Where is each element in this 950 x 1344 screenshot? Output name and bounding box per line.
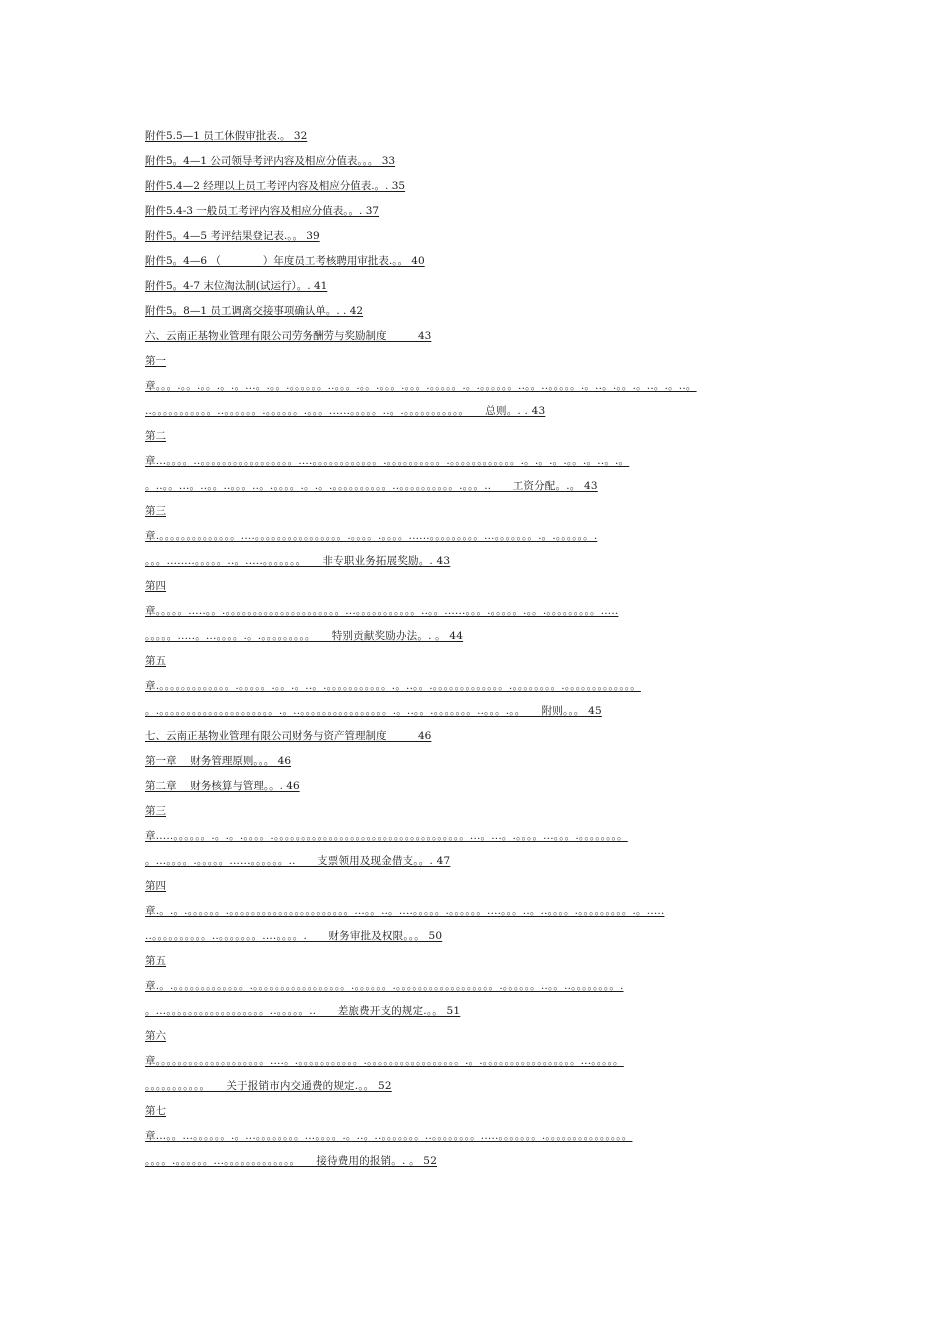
toc-chapter-number [145, 1024, 805, 1049]
toc-link[interactable]: 章.....。。。。。。.。.。.。。。。.。。。。。。。。。。。。。。。。。。。。。。。。。。。。。。。。。。。...。...。.。。。。...。。。.。。。。。。。。 [145, 830, 628, 842]
toc-leader-line [145, 1074, 805, 1099]
toc-chapter-number [145, 574, 805, 599]
toc-link[interactable]: 七、云南正基物业管理有限公司财务与资产管理制度 46 [145, 730, 432, 742]
toc-leader-line [145, 924, 805, 949]
toc-link[interactable]: 章.。.。。。。。。。。。。。。。.。。。。。。。。。。。。。。。。。.。。。。。。.。。。。。。。。。。。。。。。。。。.。。。。。。..。。..。。。。。。。。. [145, 980, 624, 992]
toc-leader-line [145, 399, 805, 424]
toc-link[interactable]: 第二 [145, 430, 166, 442]
toc-leader-line [145, 624, 805, 649]
toc-leader-line [145, 1149, 805, 1174]
toc-entry [145, 224, 805, 249]
toc-link[interactable]: 。..。。...。..。。..。。。..。.。。。。.。.。.。。。。。。。。。。..。。。。。。。。。。.。。。.. 工资分配。.。 43 [145, 480, 598, 492]
toc-link[interactable]: 第三 [145, 505, 166, 517]
toc-link[interactable]: 附件5。4—5 考评结果登记表.。。 39 [145, 230, 320, 242]
toc-chapter-number [145, 1099, 805, 1124]
toc-chapter-number [145, 649, 805, 674]
toc-entry [145, 299, 805, 324]
toc-entry [145, 249, 805, 274]
toc-section-heading [145, 324, 805, 349]
toc-link[interactable]: 第二章 财务核算与管理。。. 46 [145, 780, 300, 792]
toc-link[interactable]: 附件5.4-3 一般员工考评内容及相应分值表。。. 37 [145, 205, 380, 217]
toc-link[interactable]: 附件5。4—1 公司领导考评内容及相应分值表。。。 33 [145, 155, 396, 167]
toc-link[interactable]: 。...。。。。。。。。。。。。。。。。。。..。。。。。.. 差旅费开支的规定.。。 51 [145, 1005, 461, 1017]
toc-link[interactable]: 章...。。。。..。。。。。。。。。。。。。。。。。....。。。。。。。。。。。。.。。。。。。。。。。.。。。。。。。。。。。。.。.。.。.。。.。..。.。 [145, 455, 630, 467]
toc-link[interactable]: 。。。........。。。。。..。.....。。。。。。。 非专职业务拓展奖励。. 43 [145, 555, 451, 567]
toc-leader-line [145, 849, 805, 874]
toc-link[interactable]: 章。。。。。.....。。.。。。。。。。。。。。。。。。。。。。。。...。。。。。。。。。。。..。。......。。。.。。。。。.。。.。。。。。。。。。..... [145, 605, 619, 617]
toc-chapter-number [145, 799, 805, 824]
toc-entry [145, 124, 805, 149]
toc-link[interactable]: ..。。。。。。。。。。。..。。。。。。.。。。。。。.。。。......。。。。。..。.。。。。。。。。。。。 总则。. . 43 [145, 405, 546, 417]
toc-link[interactable]: 附件5。4—6 （ ）年度员工考核聘用审批表.。。 40 [145, 255, 425, 267]
toc-chapter-number [145, 424, 805, 449]
toc-chapter-number [145, 499, 805, 524]
toc-link[interactable]: 章。。。.。。.。。.。.。...。.。。.。。。。。。..。。。.。。.。。。.。。。.。。。。。.。.。。。。。。..。。..。。。。。.。..。.。。.。..。.。..。 [145, 380, 697, 392]
toc-chapter-number [145, 949, 805, 974]
toc-link[interactable]: 第七 [145, 1105, 166, 1117]
toc-link[interactable]: 第一 [145, 355, 166, 367]
toc-link[interactable]: 。.。。。。。。。。。。。。。。。。。。。。。.。..。。。。。。。。。。。。。。。。.。..。。.。。。。。。。..。。。.。。 附则。。。 45 [145, 705, 602, 717]
toc-link[interactable]: 章.。。。。。。。。。。。。。.。。。。。.。。.。..。.。。。。。。。。。。。.。..。。.。。。。。。。。。。。。。.。。。。。。。。.。。。。。。。。。。。。。 [145, 680, 641, 692]
toc-link[interactable]: 。...。。。。.。。。。。......。。。。。。.. 支票领用及现金借支。。. 47 [145, 855, 451, 867]
toc-link[interactable]: 第五 [145, 955, 166, 967]
toc-leader-line [145, 599, 805, 624]
toc-link[interactable]: 章.。。。。。。。。。。。。。。....。。。。。。。。。。。。。。。。.。。。。.。。。。......。。。。。。。。。...。。。。。。。.。.。。。。。。. [145, 530, 598, 542]
toc-leader-line [145, 474, 805, 499]
toc-leader-line [145, 1049, 805, 1074]
toc-leader-line [145, 374, 805, 399]
toc-link[interactable]: 。。。。。.....。...。。。。.。.。。。。。。。。。 特别贡献奖励办法。. 。 44 [145, 630, 464, 642]
toc-link[interactable]: 第三 [145, 805, 166, 817]
toc-link[interactable]: 附件5.4—2 经理以上员工考评内容及相应分值表.。. 35 [145, 180, 406, 192]
toc-link[interactable]: 章...。。...。。。。。。.。...。。。。。。。。...。。。。.。..。..。。。。。。。..。。。。。。。。.....。。。。。。。.。。。。。。。。。。。。。。。 [145, 1130, 633, 1142]
toc-link[interactable]: 附件5。8—1 员工调离交接事项确认单。. . 42 [145, 305, 364, 317]
toc-link[interactable]: 第一章 财务管理原则。。。 46 [145, 755, 292, 767]
toc-leader-line [145, 974, 805, 999]
toc-section-heading [145, 724, 805, 749]
toc-leader-line [145, 699, 805, 724]
toc-entry [145, 274, 805, 299]
toc-leader-line [145, 449, 805, 474]
toc-link[interactable]: 附件5.5—1 员工休假审批表.。 32 [145, 130, 308, 142]
toc-entry [145, 174, 805, 199]
toc-leader-line [145, 999, 805, 1024]
toc-chapter-number [145, 349, 805, 374]
toc-entry [145, 749, 805, 774]
toc-leader-line [145, 824, 805, 849]
toc-link[interactable]: 第四 [145, 580, 166, 592]
toc-link[interactable]: ..。。。。。。。。。。..。。。。。。。....。。。。. 财务审批及权限。。。 50 [145, 930, 443, 942]
toc-link[interactable]: 章。。。。。。。。。。。。。。。。。。。。....。.。。。。。。。。。。。.。。。。。。。。。。。。。。。。。.。.。。。。。。。。。。。。。。。。。...。。。。。 [145, 1055, 624, 1067]
toc-leader-line [145, 674, 805, 699]
toc-link[interactable]: 章.。.。.。。。。。。.。。。。。。。。。。。。。。。。。。。。。。...。。..。....。。。。。.。。。。。。....。。。..。..。。。。.。。。。。。。。。.。..... [145, 905, 665, 917]
toc-entry [145, 149, 805, 174]
toc-entry [145, 774, 805, 799]
toc-entry [145, 199, 805, 224]
toc-leader-line [145, 549, 805, 574]
toc-leader-line [145, 524, 805, 549]
toc-link[interactable]: 。。。。.。。。。。。...。。。。。。。。。。。。。 接待费用的报销。. 。 52 [145, 1155, 438, 1167]
toc-link[interactable]: 附件5。4-7 末位淘汰制(试运行）。. 41 [145, 280, 328, 292]
toc-link[interactable]: 。。。。。。。。。。。 关于报销市内交通费的规定.。。 52 [145, 1080, 392, 1092]
toc-link[interactable]: 第六 [145, 1030, 166, 1042]
toc-link[interactable]: 第五 [145, 655, 166, 667]
table-of-contents [145, 124, 805, 1174]
toc-leader-line [145, 899, 805, 924]
toc-leader-line [145, 1124, 805, 1149]
toc-chapter-number [145, 874, 805, 899]
toc-link[interactable]: 六、云南正基物业管理有限公司劳务酬劳与奖励制度 43 [145, 330, 432, 342]
toc-link[interactable]: 第四 [145, 880, 166, 892]
